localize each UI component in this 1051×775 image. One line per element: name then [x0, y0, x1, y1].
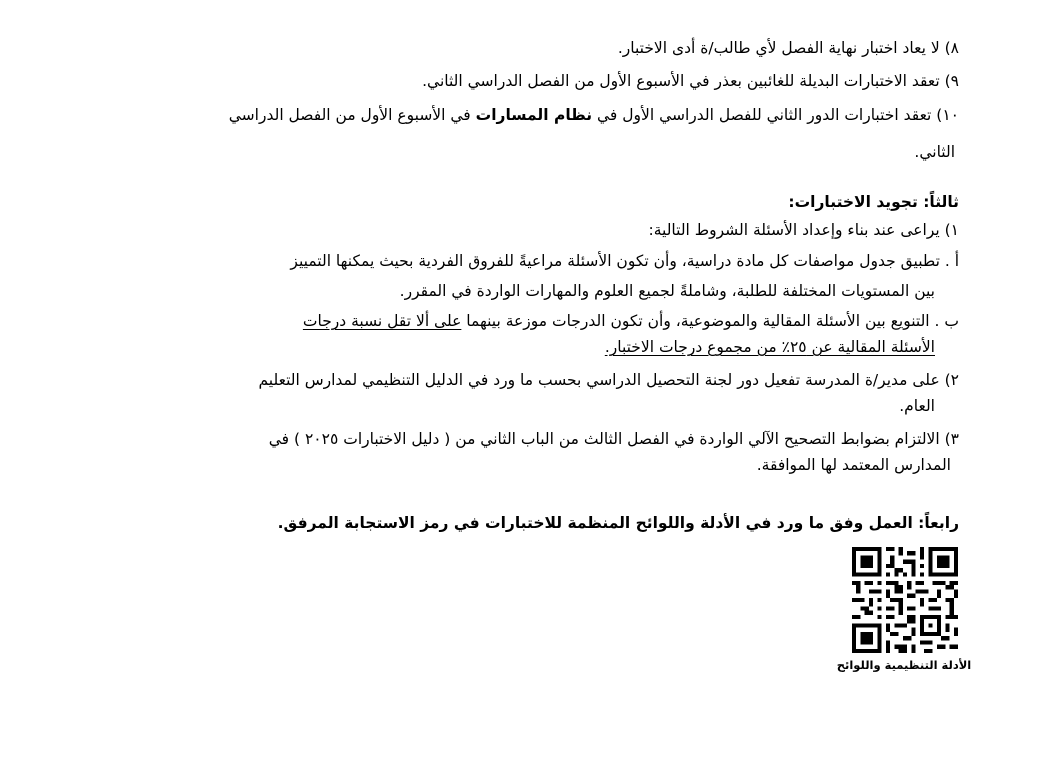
section-3-point-2-line-1: ٢) على مدير/ة المدرسة تفعيل دور لجنة التحصيل الدراسي بحسب ما ورد في الدليل التنظيمي لمدارس التعليم: [258, 371, 959, 389]
point-b-underlined-text: على ألا تقل نسبة درجات: [302, 312, 462, 330]
item-10-text-start: ١٠) تعقد اختبارات الدور الثاني للفصل الدراسي الأول في: [592, 106, 959, 124]
item-8: ٨) لا يعاد اختبار نهاية الفصل لأي طالب/ة أدى الاختبار.: [617, 39, 959, 57]
item-10-bold-term: نظام المسارات: [475, 106, 593, 124]
qr-code-icon[interactable]: [852, 547, 958, 653]
section-3-point-2-line-2: العام.: [899, 397, 935, 415]
point-b-line-2: الأسئلة المقالية عن ٢٥٪ من مجموع درجات الاختبار.: [604, 338, 935, 356]
point-a-line-1: أ . تطبيق جدول مواصفات كل مادة دراسية، وأن تكون الأسئلة مراعيةً للفروق الفردية بحيث يمكنها التمييز: [290, 252, 959, 270]
point-b-line-1: [303, 310, 959, 332]
section-3-point-3-line-2: المدارس المعتمد لها الموافقة.: [756, 456, 951, 474]
section-4-heading: رابعاً: العمل وفق ما ورد في الأدلة واللوائح المنظمة للاختبارات في رمز الاستجابة المرفق.: [277, 514, 959, 532]
section-3-point-1: ١) يراعى عند بناء وإعداد الأسئلة الشروط التالية:: [648, 221, 959, 239]
point-b-text-start: ب . التنويع بين الأسئلة المقالية والموضوعية، وأن تكون الدرجات موزعة بينهما: [461, 312, 959, 330]
item-9: ٩) تعقد الاختبارات البديلة للغائبين بعذر في الأسبوع الأول من الفصل الدراسي الثاني.: [422, 72, 959, 90]
point-a-line-2: بين المستويات المختلفة للطلبة، وشاملةً لجميع العلوم والمهارات الواردة في المقرر.: [399, 282, 935, 300]
qr-code-caption: الأدلة التنظيمية واللوائح: [836, 658, 972, 672]
section-3-point-3-line-1: ٣) الالتزام بضوابط التصحيح الآلي الواردة في الفصل الثالث من الباب الثاني من ( دليل الاختبارات ٢٠٢٥ ) في: [268, 430, 959, 448]
item-10-continuation: الثاني.: [914, 143, 955, 161]
item-10: [229, 104, 959, 126]
section-3-heading: ثالثاً: تجويد الاختبارات:: [788, 193, 959, 211]
item-10-text-end: في الأسبوع الأول من الفصل الدراسي: [228, 106, 476, 124]
